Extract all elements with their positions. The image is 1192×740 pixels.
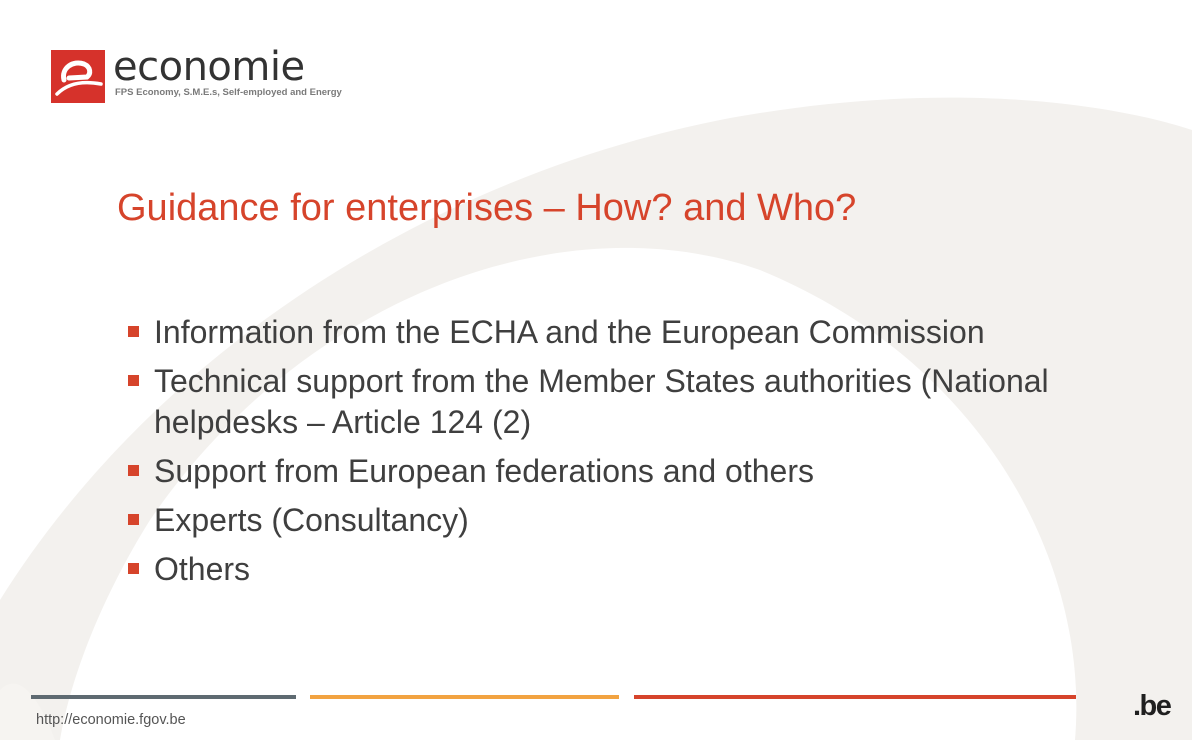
bullet-text: Information from the ECHA and the European Commission: [154, 314, 985, 350]
bullet-item: [128, 451, 1068, 492]
bullet-item: [128, 549, 1068, 590]
footer-url: http://economie.fgov.be: [36, 712, 186, 728]
square-bullet-icon: [128, 375, 139, 386]
square-bullet-icon: [128, 326, 139, 337]
bullet-text: Support from European federations and others: [154, 453, 814, 489]
bullet-list: [128, 312, 1068, 598]
be-logo: .be: [1133, 690, 1171, 722]
footer-bar-gray: [31, 695, 296, 699]
logo-mark-icon: [51, 50, 105, 103]
economie-logo: [51, 44, 342, 106]
bullet-text: Experts (Consultancy): [154, 502, 469, 538]
footer-bar-orange: [310, 695, 619, 699]
bullet-text: Others: [154, 551, 251, 587]
square-bullet-icon: [128, 563, 139, 574]
bullet-item: [128, 500, 1068, 541]
square-bullet-icon: [128, 465, 139, 476]
bullet-item: [128, 312, 1068, 353]
bullet-text: Technical support from the Member States authorities (National helpdesks – Article 124 (2): [154, 363, 1049, 440]
logo-tagline: FPS Economy, S.M.E.s, Self-employed and Energy: [115, 87, 342, 98]
square-bullet-icon: [128, 514, 139, 525]
footer-bar-red: [634, 695, 1076, 699]
logo-wordmark: economie: [113, 44, 305, 90]
slide-title: Guidance for enterprises – How? and Who?: [117, 187, 857, 229]
bullet-item: [128, 361, 1068, 443]
